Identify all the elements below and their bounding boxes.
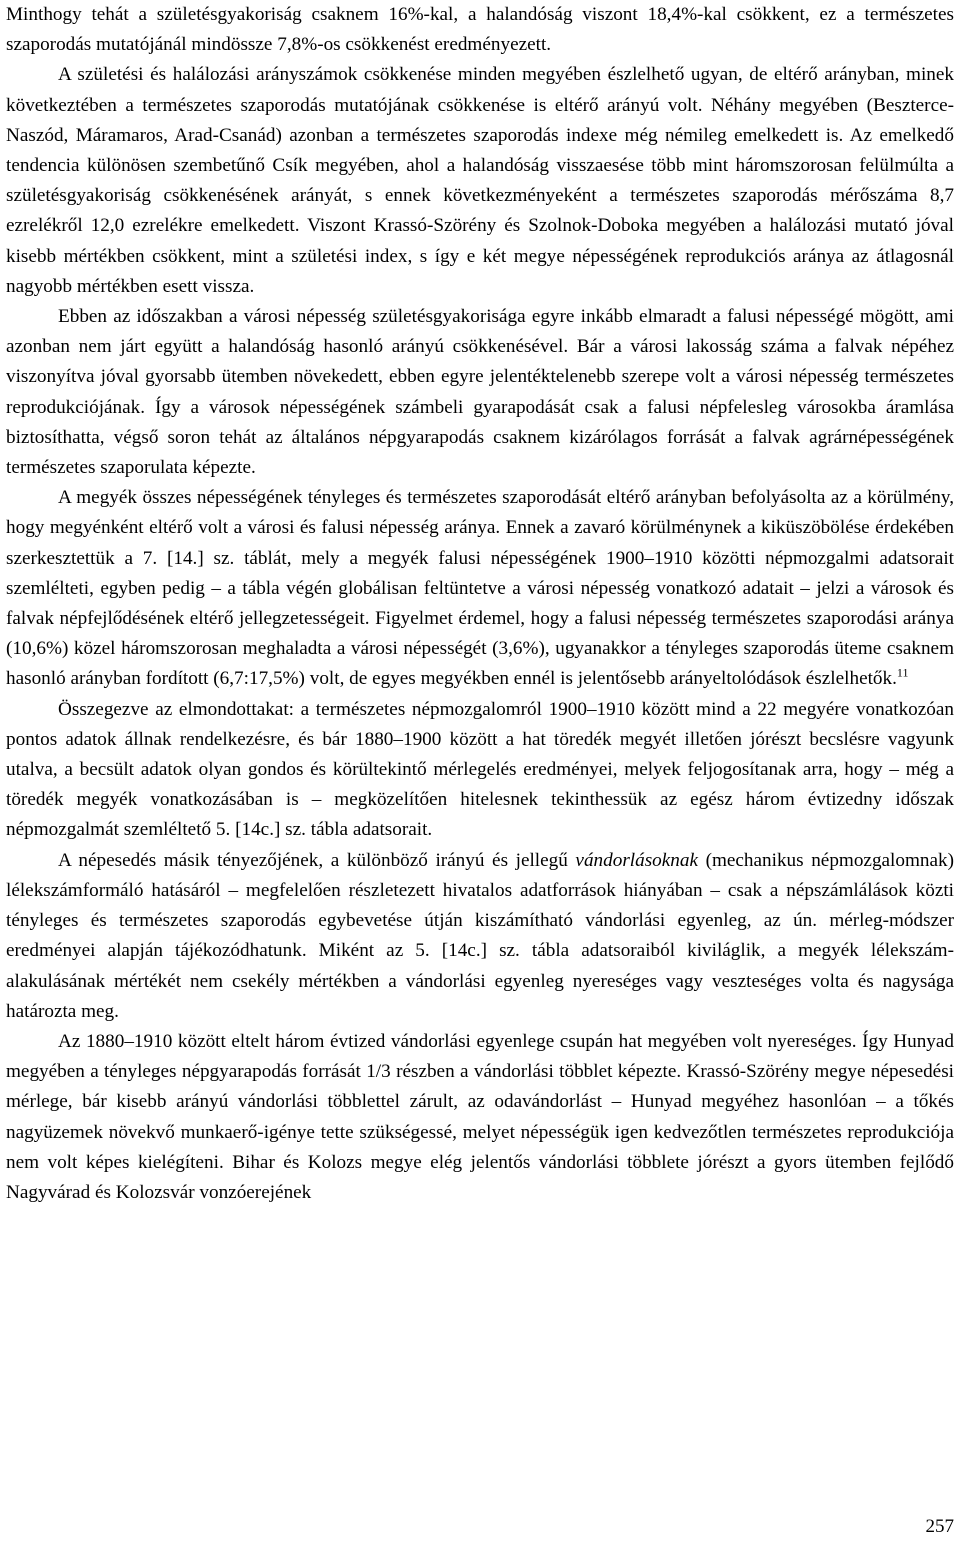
document-page bbox=[6, 0, 954, 1208]
paragraph-text: Minthogy tehát a születésgyakoriság csaknem 16%-kal, a halandóság viszont 18,4%-kal csökkent, ez a természetes szaporodás mutatójánál mindössze 7,8%-os csökkenést eredményezett. bbox=[6, 4, 954, 56]
italic-term: vándorlásoknak bbox=[575, 849, 698, 871]
body-paragraph bbox=[6, 1027, 954, 1208]
paragraph-text: A népesedés másik tényezőjének, a különböző irányú és jellegű bbox=[58, 849, 576, 871]
paragraph-text: (mechanikus népmozgalomnak) lélekszámformáló hatásáról – megfelelően részletezett hivatalos adatforrások hiányában – csak a népszámlálások közti tényleges és természetes szaporodás egybevetése útján kiszámítható vándorlási egyenleg, az ún. mérleg-módszer eredményei alapján tájékozódhatunk. Miként az 5. [14c.] sz. tábla adatsoraiból kiviláglik, a megyék lélekszám-alakulásának mértékét nem csekély mértékben a vándorlási egyenleg nyereséges vagy veszteséges volta és nagysága határozta meg. bbox=[6, 849, 954, 1022]
body-paragraph bbox=[6, 302, 954, 483]
body-paragraph bbox=[6, 483, 954, 694]
paragraph-text: Az 1880–1910 között eltelt három évtized vándorlási egyenlege csupán hat megyében volt nyereséges. Így Hunyad megyében a tényleges népgyarapodás forrását 1/3 részben a vándorlási többlet képezte. Krassó-Szörény megye népesedési mérlege, bár kisebb arányú vándorlási többlettel zárult, az odavándorlást – Hunyad megyéhez hasonlóan – a tőkés nagyüzemek növekvő munkaerő-igénye tette szükségessé, melyet népességük igen kedvezőtlen természetes reprodukciója nem volt képes kielégíteni. Bihar és Kolozs megye elég jelentős vándorlási többlete jórészt a gyors ütemben fejlődő Nagyvárad és Kolozsvár vonzóerejének bbox=[6, 1030, 954, 1203]
paragraph-text: A megyék összes népességének tényleges és természetes szaporodását eltérő arányban befolyásolta az a körülmény, hogy megyénként eltérő volt a városi és falusi népesség aránya. Ennek a zavaró körülménynek a kiküszöbölése érdekében szerkesztettük a 7. [14.] sz. táblát, mely a megyék falusi népességének 1900–1910 közötti népmozgalmi adatsorait szemlélteti, egyben pedig – a tábla végén globálisan feltüntetve a városi népesség vonatkozó adatait – jelzi a városok és falvak népfejlődésének eltérő jellegzetességeit. Figyelmet érdemel, hogy a falusi népesség természetes szaporodási aránya (10,6%) közel háromszorosan meghaladta a városi népességét (3,6%), ugyanakkor a tényleges szaporodás üteme csaknem hasonló arányban fordított (6,7:17,5%) volt, de egyes megyékben ennél is jelentősebb arányeltolódások észlelhetők. bbox=[6, 487, 954, 690]
page-number: 257 bbox=[925, 1516, 954, 1537]
body-paragraph bbox=[6, 0, 954, 60]
body-paragraph bbox=[6, 846, 954, 1027]
body-paragraph bbox=[6, 695, 954, 846]
paragraph-text: Összegezve az elmondottakat: a természetes népmozgalomról 1900–1910 között mind a 22 megyére vonatkozóan pontos adatok állnak rendelkezésre, és bár 1880–1900 között a hat töredék megyét illetően jórészt becslésre vagyunk utalva, a becsült adatok olyan gondos és körültekintő mérlegelés eredményei, melyek feljogosítanak arra, hogy – még a töredék megyék vonatkozásában is – megközelítően hitelesnek tekinthessük az egész három évtizedny időszak népmozgalmát szemléltető 5. [14c.] sz. tábla adatsorait. bbox=[6, 698, 954, 841]
paragraph-text: Ebben az időszakban a városi népesség születésgyakorisága egyre inkább elmaradt a falusi népességé mögött, ami azonban nem járt együtt a halandóság hasonló arányú csökkenésével. Bár a városi lakosság száma a falvak népéhez viszonyítva jóval gyorsabb ütemben növekedett, ebben egyre jelentéktelenebb szerepe volt a városi népesség természetes reprodukciójának. Így a városok népességének számbeli gyarapodását csak a falusi népfelesleg városokba áramlása biztosíthatta, végső soron tehát az általános népgyarapodás csaknem kizárólagos forrását a falvak agrárnépességének természetes szaporulata képezte. bbox=[6, 306, 954, 479]
paragraph-text: A születési és halálozási arányszámok csökkenése minden megyében észlelhető ugyan, de eltérő arányban, minek következtében a természetes szaporodás mutatójának csökkenése is eltérő arányú volt. Néhány megyében (Beszterce-Naszód, Máramaros, Arad-Csanád) azonban a természetes szaporodás indexe még némileg emelkedett is. Az emelkedő tendencia különösen szembetűnő Csík megyében, ahol a halandóság visszaesése több mint háromszorosan felülmúlta a születésgyakoriság csökkenésének arányát, s ennek következményeként a természetes szaporodás mérőszáma 8,7 ezrelékről 12,0 ezrelékre emelkedett. Viszont Krassó-Szörény és Szolnok-Doboka megyében a halálozási mutató jóval kisebb mértékben csökkent, mint a születési index, s így e két megye népességének reprodukciós aránya az átlagosnál nagyobb mértékben esett vissza. bbox=[6, 64, 954, 297]
footnote-reference: 11 bbox=[896, 666, 909, 681]
body-paragraph bbox=[6, 60, 954, 302]
